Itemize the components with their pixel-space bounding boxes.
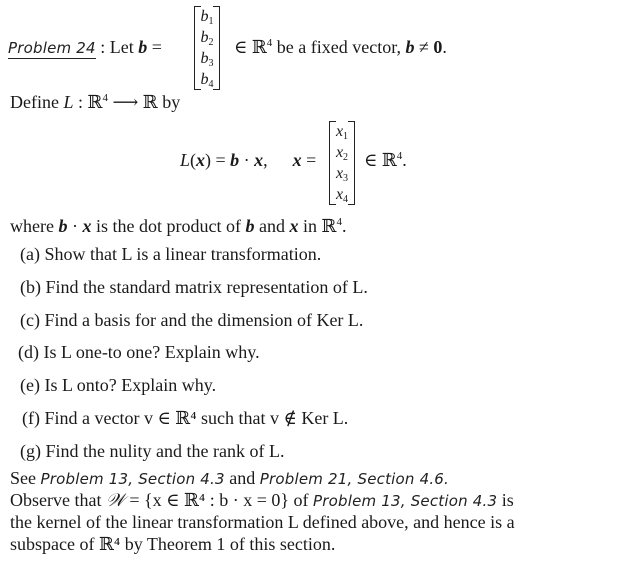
colon: : [100, 37, 106, 57]
note-line-2: Observe that 𝒲 = {x ∈ ℝ⁴ : b · x = 0} of Problem 13, Section 4.3 is [10, 490, 514, 510]
x-entry-1: $x_1$ [335, 122, 349, 142]
x-entry-3: $x_3$ [335, 164, 349, 184]
let-word: Let [109, 37, 134, 57]
vector-b-matrix [194, 6, 220, 90]
part-g: (g) Find the nulity and the rank of L. [20, 441, 285, 461]
x-entry-2: $x_2$ [335, 143, 349, 163]
definition-line: Define L : ℝ$^4$ ⟶ ℝ by [10, 92, 181, 112]
x-in-r4: ∈ ℝ$^4$. [364, 150, 407, 170]
part-e: (e) Is L onto? Explain why. [20, 375, 217, 395]
part-b: (b) Find the standard matrix representation of L. [20, 277, 368, 297]
reference-link: Problem 13, Section 4.3 [40, 470, 225, 488]
note-line-3: the kernel of the linear transformation L defined above, and hence is a [10, 512, 515, 532]
b-entry-1: $b_1$ [200, 7, 214, 27]
vector-x-matrix [329, 121, 355, 205]
reference-link: Problem 21, Section 4.6. [259, 470, 449, 488]
b-entry-2: $b_2$ [200, 28, 214, 48]
vector-b: b [138, 37, 148, 57]
b-entry-3: $b_3$ [200, 49, 214, 69]
part-f: (f) Find a vector v ∈ ℝ⁴ such that v ∉ Ker L. [22, 408, 349, 428]
part-d: (d) Is L one-to one? Explain why. [18, 342, 260, 362]
part-c: (c) Find a basis for and the dimension of Ker L. [20, 310, 364, 330]
note-line-4: subspace of ℝ⁴ by Theorem 1 of this section. [10, 534, 336, 554]
x-entry-4: $x_4$ [335, 185, 349, 205]
equals: = [151, 37, 162, 57]
where-line: where b · x is the dot product of b and x in ℝ$^4$. [10, 216, 347, 236]
note-line-1: See Problem 13, Section 4.3 and Problem 21, Section 4.6. [10, 468, 449, 488]
b-entry-4: $b_4$ [200, 70, 214, 90]
problem-label: Problem 24 [8, 39, 96, 57]
transformation-equation: L(x) = b · x, x = [180, 150, 317, 170]
problem-statement-cont: ∈ ℝ$^4$ be a fixed vector, b ≠ 0. [234, 37, 447, 57]
part-a: (a) Show that L is a linear transformation. [20, 244, 322, 264]
problem-statement [8, 37, 162, 58]
reference-link: Problem 13, Section 4.3 [312, 492, 498, 510]
